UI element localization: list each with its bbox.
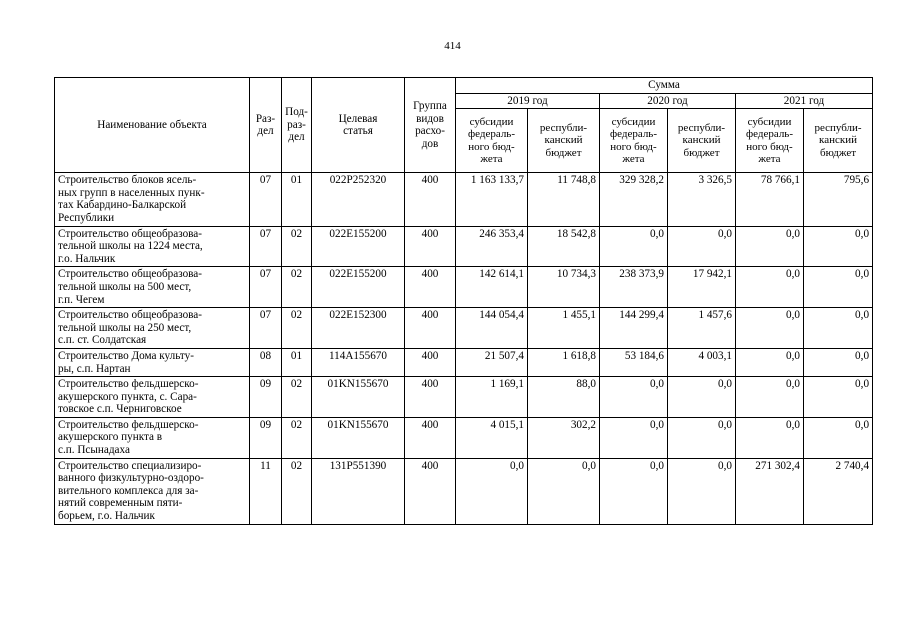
group-cell: 400 [405,173,456,226]
group-cell: 400 [405,417,456,458]
header-republic: республи- канский бюджет [668,109,736,173]
table-row [55,458,873,524]
group-cell: 400 [405,458,456,524]
republic-2020-cell: 0,0 [668,417,736,458]
group-cell: 400 [405,348,456,376]
section-cell: 11 [250,458,282,524]
republic-2019-cell: 0,0 [528,458,600,524]
subsection-cell: 02 [282,226,312,267]
republic-2020-cell: 0,0 [668,377,736,418]
target-cell: 022E155200 [312,267,405,308]
republic-2020-cell: 17 942,1 [668,267,736,308]
header-target: Целевая статья [312,78,405,173]
federal-2020-cell: 0,0 [600,226,668,267]
section-cell: 07 [250,308,282,349]
republic-2021-cell: 0,0 [804,417,873,458]
republic-2019-cell: 10 734,3 [528,267,600,308]
header-republic: республи- канский бюджет [528,109,600,173]
object-name-cell: Строительство блоков ясель- ных групп в населенных пунк- тах Кабардино-Балкарской Республики [55,173,250,226]
federal-2021-cell: 78 766,1 [736,173,804,226]
section-cell: 09 [250,417,282,458]
federal-2021-cell: 0,0 [736,267,804,308]
group-cell: 400 [405,226,456,267]
federal-2019-cell: 0,0 [456,458,528,524]
federal-2020-cell: 53 184,6 [600,348,668,376]
federal-2020-cell: 0,0 [600,377,668,418]
header-republic: республи- канский бюджет [804,109,873,173]
federal-2021-cell: 0,0 [736,308,804,349]
federal-2019-cell: 246 353,4 [456,226,528,267]
federal-2019-cell: 21 507,4 [456,348,528,376]
table-row [55,417,873,458]
republic-2019-cell: 88,0 [528,377,600,418]
republic-2020-cell: 4 003,1 [668,348,736,376]
republic-2021-cell: 0,0 [804,377,873,418]
header-year-2020: 2020 год [600,93,736,109]
republic-2019-cell: 11 748,8 [528,173,600,226]
table-row [55,267,873,308]
section-cell: 08 [250,348,282,376]
republic-2020-cell: 1 457,6 [668,308,736,349]
section-cell: 07 [250,173,282,226]
object-name-cell: Строительство фельдшерско- акушерского пункта в с.п. Псынадаха [55,417,250,458]
table-row [55,348,873,376]
group-cell: 400 [405,377,456,418]
federal-2020-cell: 0,0 [600,458,668,524]
republic-2021-cell: 795,6 [804,173,873,226]
republic-2019-cell: 302,2 [528,417,600,458]
table-row [55,377,873,418]
federal-2019-cell: 1 163 133,7 [456,173,528,226]
header-amount: Сумма [456,78,873,94]
subsection-cell: 02 [282,458,312,524]
federal-2019-cell: 4 015,1 [456,417,528,458]
federal-2020-cell: 0,0 [600,417,668,458]
federal-2021-cell: 0,0 [736,348,804,376]
republic-2021-cell: 0,0 [804,267,873,308]
target-cell: 114A155670 [312,348,405,376]
federal-2020-cell: 238 373,9 [600,267,668,308]
table-body [55,173,873,524]
table-row [55,226,873,267]
header-federal: субсидии федераль- ного бюд- жета [600,109,668,173]
header-group: Группа видов расхо- дов [405,78,456,173]
header-name: Наименование объекта [55,78,250,173]
federal-2020-cell: 329 328,2 [600,173,668,226]
subsection-cell: 02 [282,417,312,458]
federal-2019-cell: 1 169,1 [456,377,528,418]
group-cell: 400 [405,308,456,349]
federal-2021-cell: 0,0 [736,417,804,458]
target-cell: 01KN155670 [312,417,405,458]
table-row [55,173,873,226]
object-name-cell: Строительство Дома культу- ры, с.п. Нартан [55,348,250,376]
federal-2021-cell: 0,0 [736,226,804,267]
republic-2021-cell: 0,0 [804,348,873,376]
object-name-cell: Строительство фельдшерско- акушерского пункта, с. Сара- товское с.п. Черниговское [55,377,250,418]
table-row [55,308,873,349]
republic-2019-cell: 18 542,8 [528,226,600,267]
target-cell: 022E155200 [312,226,405,267]
republic-2021-cell: 0,0 [804,308,873,349]
header-section: Раз- дел [250,78,282,173]
header-year-2019: 2019 год [456,93,600,109]
federal-2019-cell: 142 614,1 [456,267,528,308]
republic-2021-cell: 2 740,4 [804,458,873,524]
header-federal: субсидии федераль- ного бюд- жета [736,109,804,173]
republic-2020-cell: 0,0 [668,226,736,267]
federal-2021-cell: 0,0 [736,377,804,418]
section-cell: 09 [250,377,282,418]
subsection-cell: 01 [282,348,312,376]
header-federal: субсидии федераль- ного бюд- жета [456,109,528,173]
group-cell: 400 [405,267,456,308]
object-name-cell: Строительство общеобразова- тельной школы на 1224 места, г.о. Нальчик [55,226,250,267]
federal-2021-cell: 271 302,4 [736,458,804,524]
federal-2019-cell: 144 054,4 [456,308,528,349]
header-year-2021: 2021 год [736,93,873,109]
target-cell: 022P252320 [312,173,405,226]
page-number: 414 [444,40,461,52]
republic-2019-cell: 1 618,8 [528,348,600,376]
budget-table [54,77,873,525]
subsection-cell: 02 [282,267,312,308]
republic-2019-cell: 1 455,1 [528,308,600,349]
republic-2020-cell: 3 326,5 [668,173,736,226]
section-cell: 07 [250,226,282,267]
federal-2020-cell: 144 299,4 [600,308,668,349]
subsection-cell: 02 [282,308,312,349]
section-cell: 07 [250,267,282,308]
republic-2021-cell: 0,0 [804,226,873,267]
subsection-cell: 01 [282,173,312,226]
object-name-cell: Строительство общеобразова- тельной школы на 250 мест, с.п. ст. Солдатская [55,308,250,349]
object-name-cell: Строительство общеобразова- тельной школы на 500 мест, г.п. Чегем [55,267,250,308]
header-subsection: Под- раз- дел [282,78,312,173]
republic-2020-cell: 0,0 [668,458,736,524]
target-cell: 01KN155670 [312,377,405,418]
subsection-cell: 02 [282,377,312,418]
target-cell: 022E152300 [312,308,405,349]
target-cell: 131P551390 [312,458,405,524]
object-name-cell: Строительство специализиро- ванного физкультурно-оздоро- вительного комплекса для за- нятий современным пяти- борьем, г.о. Нальчик [55,458,250,524]
